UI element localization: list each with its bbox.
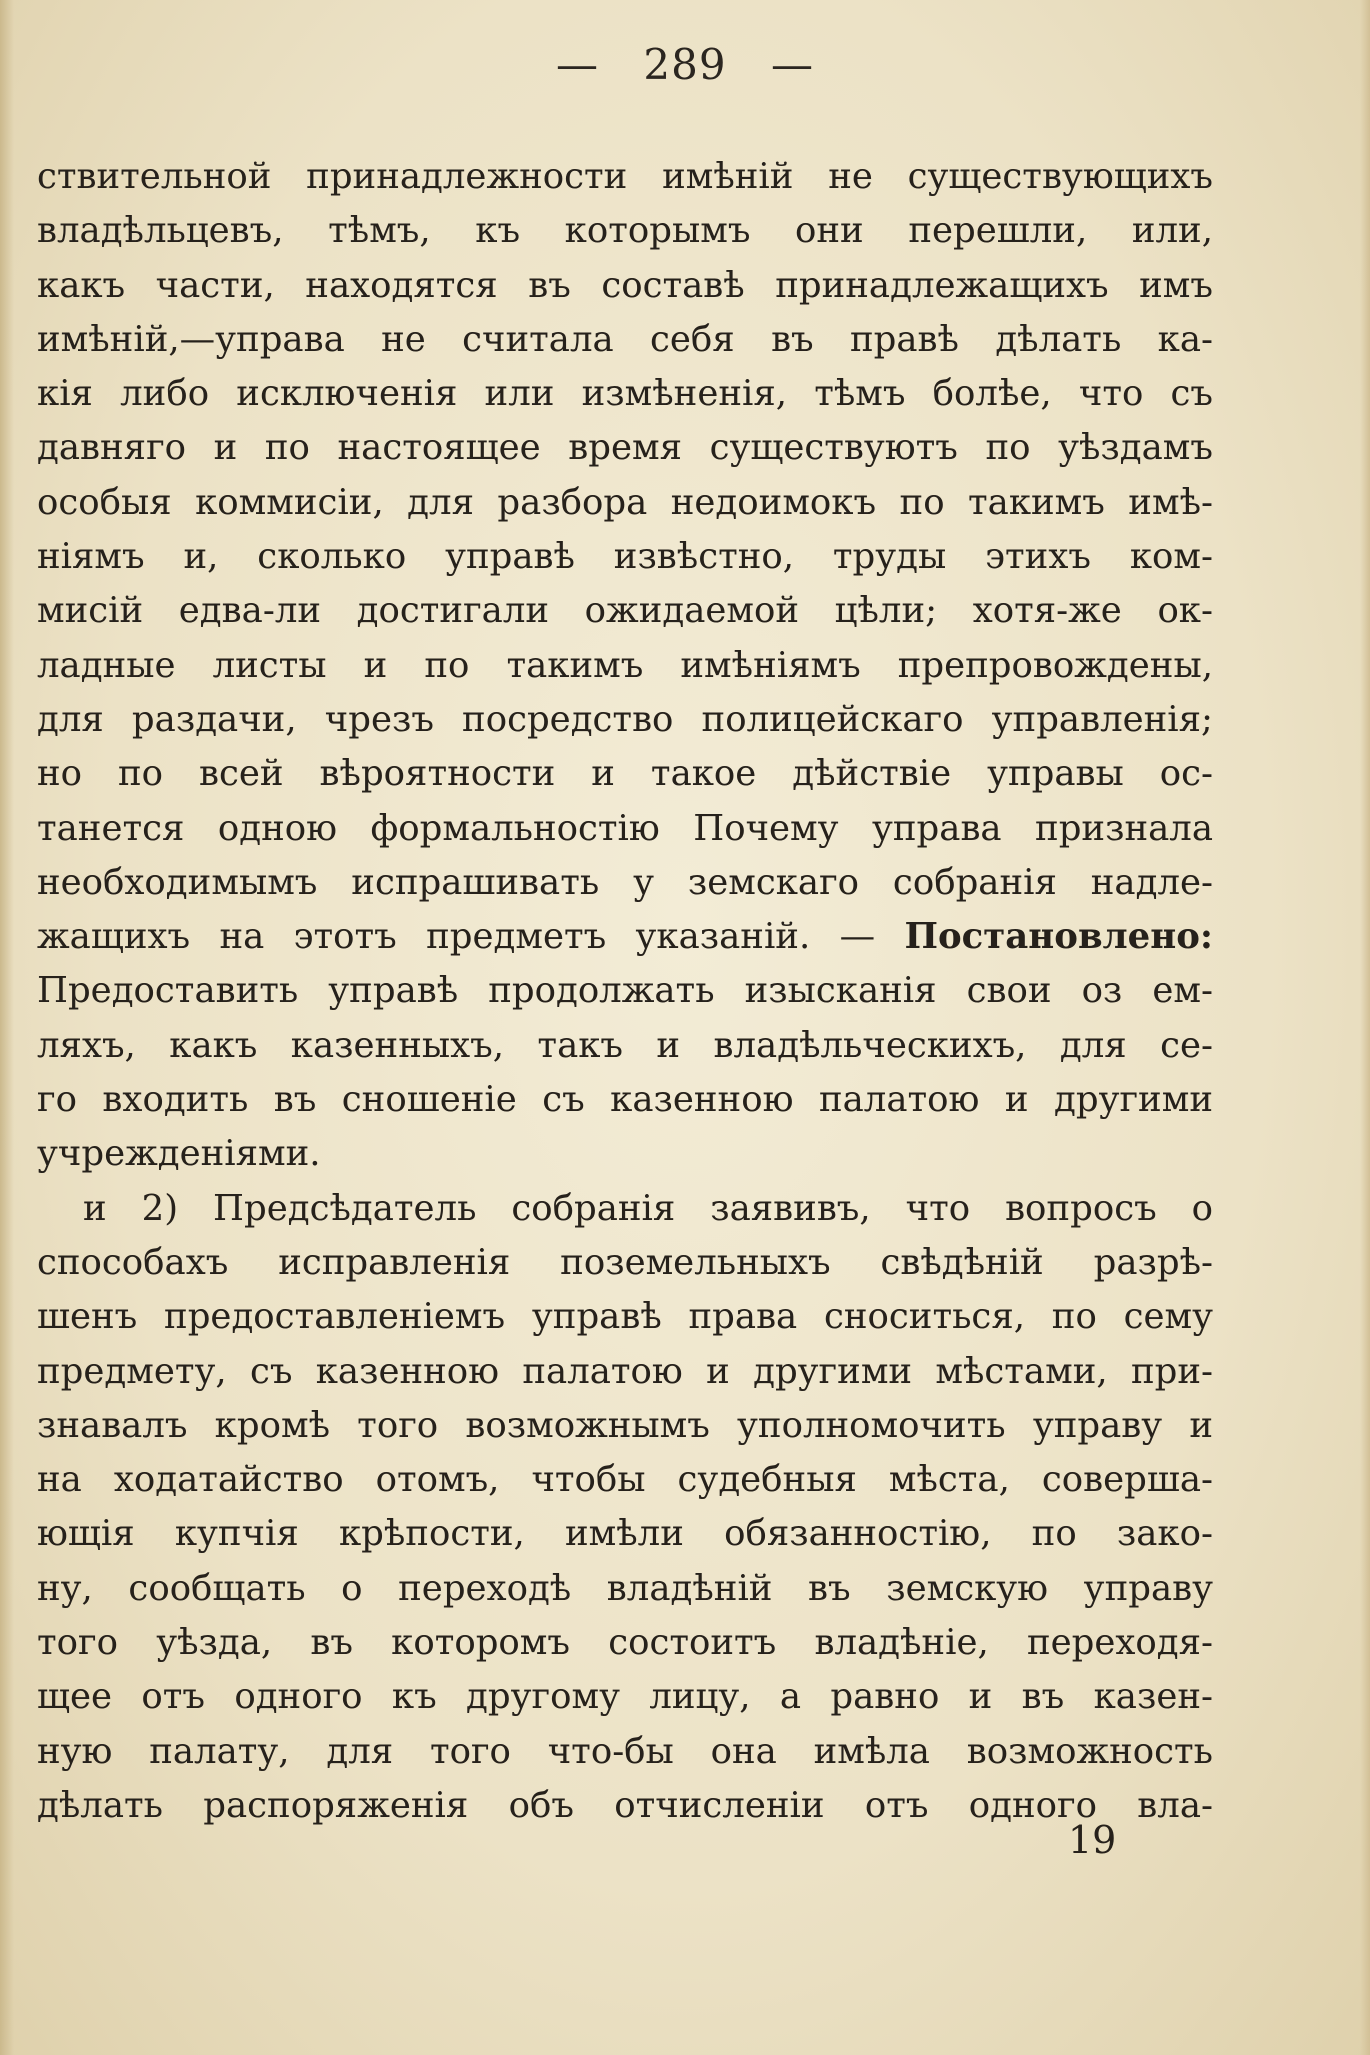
text-line: какъ части, находятся въ составѣ принадлежащихъ имъ [37,264,1213,306]
text-line: ствительной принадлежности имѣній не существующихъ [37,156,1213,197]
page-edge-shadow-left [0,0,14,2055]
resolution-label: Постановлено: [904,916,1213,958]
signature-mark: 19 [1068,1818,1117,1862]
text-line: способахъ исправленія поземельныхъ свѣдѣній разрѣ- [37,1241,1213,1283]
text-line: учрежденіями. [37,1133,321,1175]
text-line: того уѣзда, въ которомъ состоитъ владѣніе, переходя- [37,1622,1213,1664]
header-dash-right: — [770,40,814,89]
text-line: для раздачи, чрезъ посредство полицейскаго управленія; [37,698,1213,740]
text-line: владѣльцевъ, тѣмъ, къ которымъ они перешли, или, [37,210,1213,252]
text-line: на ходатайство отомъ, чтобы судебныя мѣста, соверша- [37,1459,1213,1501]
text-line: имѣній,—управа не считала себя въ правѣ дѣлать ка- [37,318,1213,360]
page-edge-shadow-right [1360,0,1370,2055]
text-line: ніямъ и, сколько управѣ извѣстно, труды этихъ ком- [37,536,1213,578]
text-line: но по всей вѣроятности и такое дѣйствіе управы ос- [37,753,1213,795]
text-line: предмету, съ казенною палатою и другими мѣстами, при- [37,1350,1213,1392]
text-line: ющія купчія крѣпости, имѣли обязанностію, по зако- [37,1513,1213,1555]
text-line-paragraph-start: и 2) Предсѣдатель собранія заявивъ, что вопросъ о [83,1187,1213,1229]
page-number: 289 [643,40,727,89]
text-line: Предоставить управѣ продолжать изысканія свои оз ем- [37,970,1213,1012]
text-line: мисій едва-ли достигали ожидаемой цѣли; хотя-же ок- [37,590,1213,632]
page-header [0,40,1370,89]
text-line: особыя коммисіи, для разбора недоимокъ по такимъ имѣ- [37,481,1213,523]
text-line: ную палату, для того что-бы она имѣла возможность [37,1730,1213,1772]
text-line: го входить въ сношеніе съ казенною палатою и другими [37,1079,1213,1121]
text-line: шенъ предоставленіемъ управѣ права сноситься, по сему [37,1296,1213,1338]
text-line: необходимымъ испрашивать у земскаго собранія надле- [37,861,1213,903]
header-dash-left: — [556,40,600,89]
text-line: танется одною формальностію Почему управа признала [37,807,1213,849]
text-line: щее отъ одного къ другому лицу, а равно и въ казен- [37,1676,1213,1718]
text-line: дѣлать распоряженія объ отчисленіи отъ одного вла- [37,1784,1213,1826]
text-line-segment: жащихъ на этотъ предметъ указаній. — [37,916,876,958]
text-line: ладные листы и по такимъ имѣніямъ препровождены, [37,644,1213,686]
text-line: давняго и по настоящее время существуютъ по уѣздамъ [37,427,1213,469]
text-line: знавалъ кромѣ того возможнымъ уполномочить управу и [37,1404,1213,1446]
text-line: ну, сообщать о переходѣ владѣній въ земскую управу [37,1567,1213,1609]
body-text [37,150,1213,1833]
text-line: ляхъ, какъ казенныхъ, такъ и владѣльческихъ, для се- [37,1024,1213,1066]
text-line: кія либо исключенія или измѣненія, тѣмъ болѣе, что съ [37,373,1213,415]
text-line-with-resolution [37,910,1213,964]
